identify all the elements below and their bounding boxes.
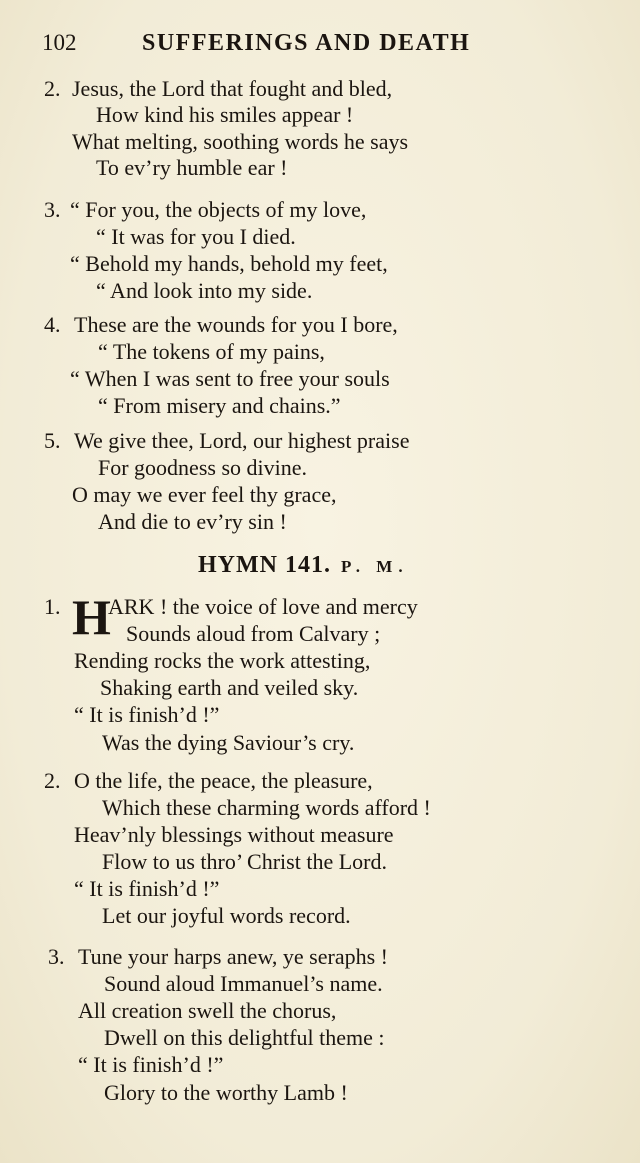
verse-line: O the life, the peace, the pleasure,: [74, 768, 373, 793]
verse-line: These are the wounds for you I bore,: [74, 312, 398, 337]
stanza-number: 2.: [44, 76, 61, 101]
verse-line: Jesus, the Lord that fought and bled,: [72, 76, 393, 101]
verse-line: Let our joyful words record.: [102, 903, 351, 928]
verse-line: Flow to us thro’ Christ the Lord.: [102, 849, 387, 874]
verse-line: Dwell on this delightful theme :: [104, 1025, 385, 1050]
stanza-number: 3.: [44, 197, 61, 222]
verse-line: Which these charming words afford !: [102, 795, 431, 820]
drop-cap: H: [72, 589, 111, 645]
verse-line: Sound aloud Immanuel’s name.: [104, 971, 383, 996]
verse-line: To ev’ry humble ear !: [96, 155, 288, 180]
verse-line: “ And look into my side.: [96, 278, 313, 303]
verse-line: For goodness so divine.: [98, 455, 307, 480]
verse-line: Heav’nly blessings without measure: [74, 822, 394, 847]
stanza-number: 2.: [44, 768, 61, 793]
running-head: SUFFERINGS AND DEATH: [142, 30, 471, 56]
verse-line: “ When I was sent to free your souls: [70, 366, 390, 391]
verse-line: “ The tokens of my pains,: [98, 339, 325, 364]
verse-line: ARK ! the voice of love and mercy: [108, 594, 418, 619]
verse-line: “ For you, the objects of my love,: [70, 197, 367, 222]
verse-line: O may we ever feel thy grace,: [72, 482, 337, 507]
verse-line: Glory to the worthy Lamb !: [104, 1080, 348, 1105]
verse-line: We give thee, Lord, our highest praise: [74, 428, 410, 453]
page-number: 102: [42, 30, 77, 55]
verse-line: Rending rocks the work attesting,: [74, 648, 371, 673]
stanza-number: 3.: [48, 944, 65, 969]
verse-line: “ It is finish’d !”: [74, 876, 220, 901]
verse-line: Shaking earth and veiled sky.: [100, 675, 359, 700]
verse-line: “ It is finish’d !”: [74, 702, 220, 727]
stanza-number: 4.: [44, 312, 61, 337]
hymn-meter: P. M.: [340, 557, 409, 576]
verse-line: What melting, soothing words he says: [72, 129, 409, 154]
verse-line: Was the dying Saviour’s cry.: [102, 730, 355, 755]
verse-line: “ From misery and chains.”: [98, 393, 341, 418]
verse-line: And die to ev’ry sin !: [98, 509, 287, 534]
verse-line: Sounds aloud from Calvary ;: [126, 621, 381, 646]
page-header: [42, 30, 562, 64]
verse-line: “ It was for you I died.: [96, 224, 296, 249]
verse-line: Tune your harps anew, ye seraphs !: [78, 944, 388, 969]
verse-line: All creation swell the chorus,: [78, 998, 337, 1023]
stanza-number: 5.: [44, 428, 61, 453]
verse-line: How kind his smiles appear !: [96, 102, 354, 127]
verse-line: “ Behold my hands, behold my feet,: [70, 251, 388, 276]
hymn-title: [198, 552, 409, 579]
hymn-title-text: HYMN 141.: [198, 552, 331, 578]
verse-line: “ It is finish’d !”: [78, 1052, 224, 1077]
stanza-number: 1.: [44, 594, 61, 619]
